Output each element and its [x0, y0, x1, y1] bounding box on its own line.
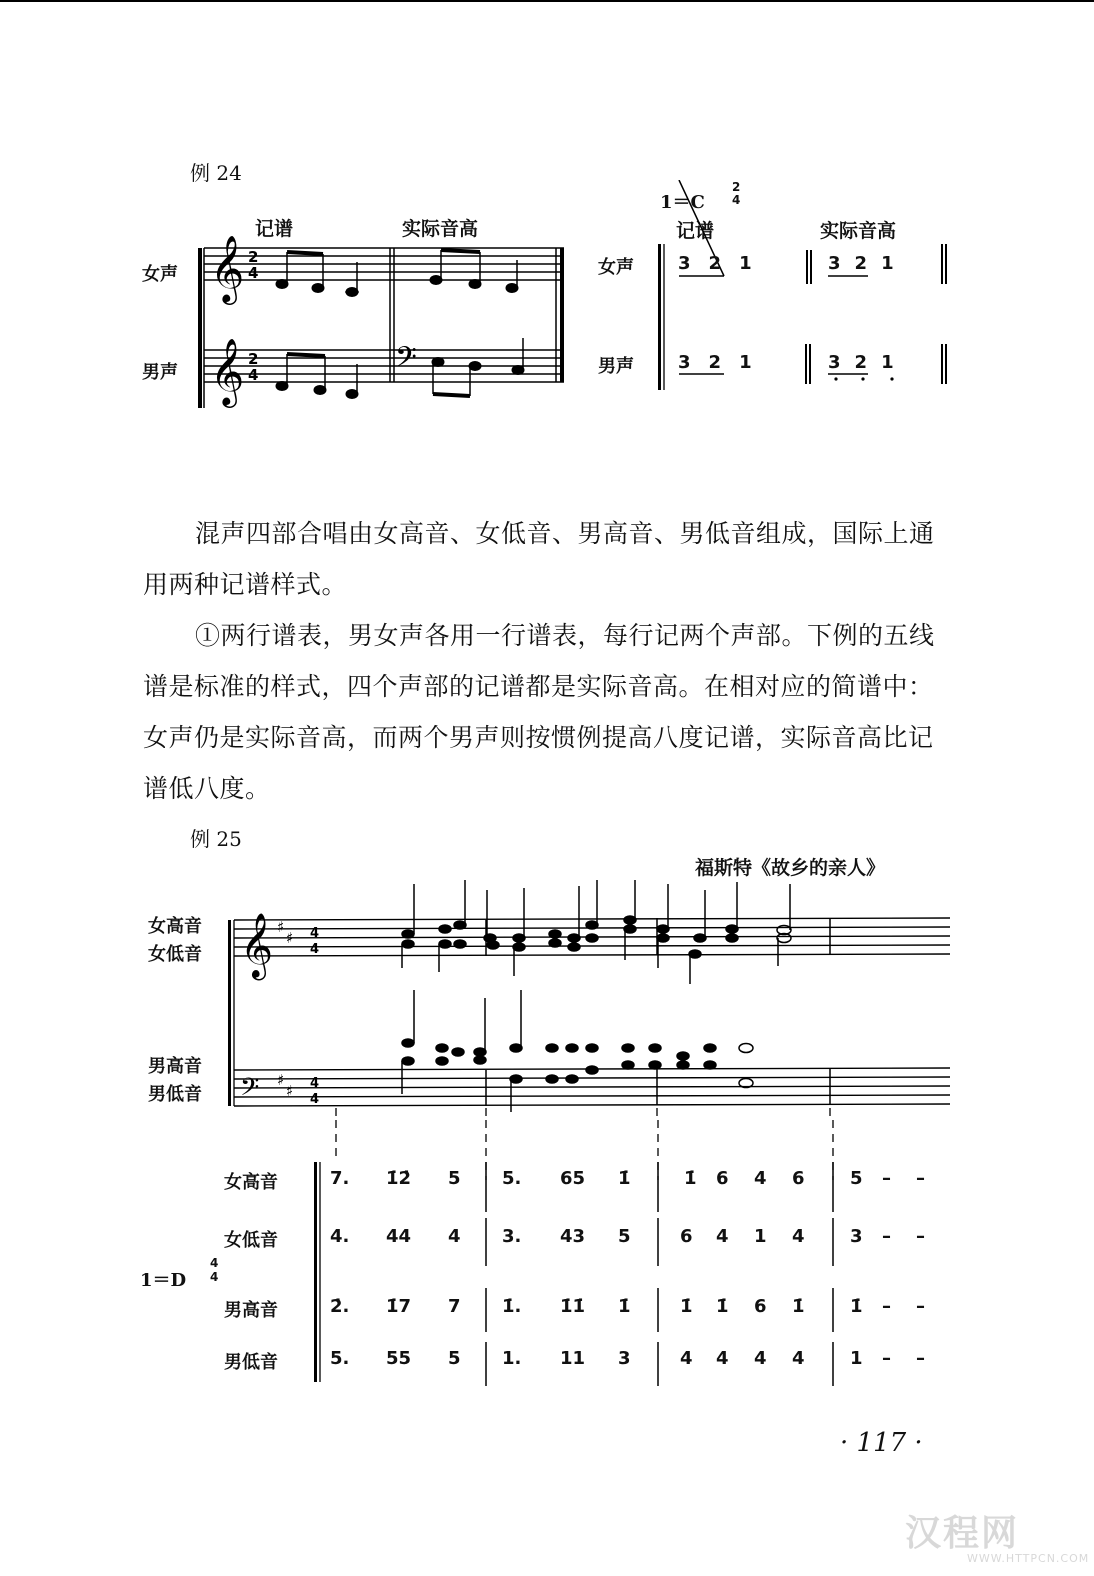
note: 3	[678, 253, 691, 274]
note: –	[882, 1296, 891, 1317]
svg-text:♯: ♯	[277, 1071, 285, 1089]
staff-drawing	[140, 210, 580, 420]
page-top-border	[0, 0, 1094, 2]
row-label: 女高音	[224, 1172, 278, 1193]
key-signature: 1＝C	[660, 192, 705, 213]
row-label: 男低音	[224, 1352, 278, 1373]
note: 4	[680, 1348, 693, 1369]
note: 3	[850, 1226, 863, 1247]
note: 6	[680, 1226, 693, 1247]
note: 1	[850, 1348, 863, 1369]
note: 1̇	[618, 1296, 631, 1317]
note: 4	[716, 1226, 729, 1247]
row-label: 女低音	[224, 1230, 278, 1251]
female-notation-notes	[678, 253, 798, 274]
svg-text:4: 4	[310, 926, 320, 941]
voice-label-male: 男声	[598, 356, 634, 377]
note: 5.	[502, 1168, 522, 1189]
note: 4	[754, 1348, 767, 1369]
note: 1̇2̇	[386, 1168, 412, 1189]
note: 4	[792, 1226, 805, 1247]
note: 1̇	[850, 1296, 863, 1317]
note: 1̇	[680, 1296, 693, 1317]
note: 4	[716, 1348, 729, 1369]
watermark-url: WWW.HTTPCN.COM	[967, 1552, 1090, 1565]
svg-text:𝄢: 𝄢	[240, 1073, 260, 1108]
note: 1̇	[716, 1296, 729, 1317]
note: 6	[754, 1296, 767, 1317]
note: 11	[560, 1348, 586, 1369]
example-24-label: 例 24	[190, 161, 242, 185]
voice-label-tenor: 男高音	[148, 1056, 202, 1077]
svg-text:♯: ♯	[286, 1082, 294, 1100]
time-signature-bottom: 4	[210, 1270, 219, 1284]
note: 2	[854, 352, 868, 373]
note: 7	[448, 1296, 461, 1317]
note: 1̇7	[386, 1296, 412, 1317]
note: –	[882, 1226, 891, 1247]
svg-text:𝄢: 𝄢	[395, 341, 417, 381]
note: 4	[448, 1226, 461, 1247]
svg-text:𝄞: 𝄞	[210, 337, 245, 405]
note: –	[882, 1168, 891, 1189]
time-signature-bottom: 4	[732, 193, 741, 207]
example-25-staff-score	[140, 880, 960, 1120]
note: 1̇1̇	[560, 1296, 586, 1317]
note: 5	[448, 1348, 461, 1369]
note: 1̇	[618, 1168, 631, 1189]
svg-text:4: 4	[248, 264, 259, 282]
note: 2	[708, 253, 722, 274]
voice-label-female: 女声	[598, 257, 634, 278]
example-25-label: 例 25	[190, 827, 242, 851]
note: 1	[739, 253, 752, 274]
svg-text:♯: ♯	[286, 929, 294, 947]
watermark	[905, 1505, 1089, 1565]
body-text	[143, 508, 953, 814]
note: 3	[828, 352, 841, 373]
note: 4	[792, 1348, 805, 1369]
note: 4.	[330, 1226, 350, 1247]
jianpu-header-actual: 实际音高	[820, 220, 897, 242]
note: 1.	[502, 1348, 522, 1369]
note: 1̇	[792, 1296, 805, 1317]
note: 43	[560, 1226, 586, 1247]
note: –	[916, 1296, 925, 1317]
note: 1	[881, 352, 894, 373]
svg-text:2: 2	[248, 350, 259, 368]
note: 2	[708, 352, 722, 373]
note: 4	[754, 1168, 767, 1189]
note: 1	[881, 253, 894, 274]
note: 1̇	[684, 1168, 697, 1189]
note: 1̇.	[502, 1296, 522, 1317]
example-24-jianpu-score	[580, 180, 960, 400]
note: –	[916, 1168, 925, 1189]
example-25-jianpu-score	[130, 1120, 960, 1400]
voice-label-female: 女声	[142, 264, 178, 285]
male-actual-notes	[828, 352, 948, 373]
note: 44	[386, 1226, 412, 1247]
note: 1	[754, 1226, 767, 1247]
male-notation-notes	[678, 352, 798, 373]
bass-notes	[130, 1348, 960, 1372]
note: –	[916, 1226, 925, 1247]
note: 7.	[330, 1168, 350, 1189]
paragraph-1: 混声四部合唱由女高音、女低音、男高音、男低音组成，国际上通用两种记谱样式。	[143, 519, 935, 599]
soprano-notes	[130, 1168, 960, 1192]
note: 3	[678, 352, 691, 373]
svg-text:4: 4	[310, 942, 320, 957]
key-signature: 1＝D	[140, 1270, 187, 1291]
note: 2	[854, 253, 868, 274]
note: 65	[560, 1168, 586, 1189]
note: 2̇.	[330, 1296, 350, 1317]
note: 5	[850, 1168, 863, 1189]
voice-label-soprano: 女高音	[148, 916, 202, 937]
note: 5	[618, 1226, 631, 1247]
voice-label-bass: 男低音	[148, 1084, 202, 1105]
svg-text:𝄞: 𝄞	[210, 234, 245, 302]
note: –	[882, 1348, 891, 1369]
note: 55	[386, 1348, 412, 1369]
note: –	[916, 1348, 925, 1369]
note: 5	[448, 1168, 461, 1189]
voice-label-male: 男声	[142, 362, 178, 383]
alto-notes	[130, 1226, 960, 1250]
note: 3	[618, 1348, 631, 1369]
song-attribution: 福斯特《故乡的亲人》	[695, 857, 886, 879]
staff-header-notation: 记谱	[255, 218, 294, 240]
female-actual-notes	[828, 253, 948, 274]
time-signature-top: 2	[732, 180, 741, 194]
page-number: · 117 ·	[840, 1428, 923, 1458]
voice-label-alto: 女低音	[148, 944, 202, 965]
example-24-staff-score	[140, 210, 580, 420]
svg-text:𝄞: 𝄞	[240, 913, 274, 978]
svg-text:2: 2	[248, 248, 259, 266]
svg-text:4: 4	[310, 1092, 320, 1107]
watermark-brand: 汉程网	[905, 1513, 1020, 1554]
tenor-notes	[130, 1296, 960, 1320]
note: 5.	[330, 1348, 350, 1369]
staff-header-actual: 实际音高	[402, 218, 479, 240]
note: 6	[792, 1168, 805, 1189]
svg-text:4: 4	[310, 1076, 320, 1091]
note: 3.	[502, 1226, 522, 1247]
note: 6	[716, 1168, 729, 1189]
time-signature-top: 4	[210, 1256, 219, 1270]
svg-text:♯: ♯	[277, 918, 285, 936]
row-label: 男高音	[224, 1300, 278, 1321]
staff-drawing	[140, 880, 960, 1120]
note: 1	[739, 352, 752, 373]
svg-text:4: 4	[248, 366, 259, 384]
paragraph-2: ①两行谱表，男女声各用一行谱表，每行记两个声部。下例的五线谱是标准的样式，四个声部的记谱都是实际音高。在相对应的简谱中：女声仍是实际音高，而两个男声则按惯例提高八度记谱，实际音高比记谱低八度。	[143, 621, 935, 803]
jianpu-header-notation: 记谱	[676, 220, 715, 242]
note: 3	[828, 253, 841, 274]
